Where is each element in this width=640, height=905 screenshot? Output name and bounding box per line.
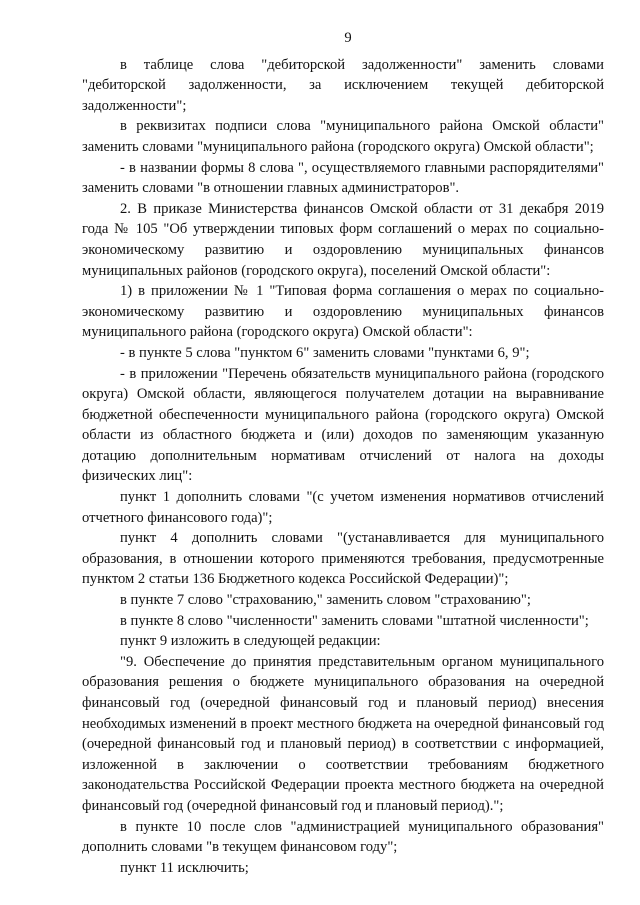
paragraph: в пункте 8 слово "численности" заменить словами "штатной численности";: [120, 612, 589, 629]
paragraph: - в приложении "Перечень обязательств муниципального района (городского округа) Омской области, являющегося получателем дотации на выравнивание бюджетной обеспеченности муниципального района (городского округа) Омской области из областного бюджета и (или) доходов по заменяющим указанную дотацию дополнительным нормативам отчислений от налога на доходы физических лиц":: [82, 365, 604, 485]
paragraph: пункт 11 исключить;: [120, 859, 249, 876]
paragraph: "9. Обеспечение до принятия представительным органом муниципального образования решения о бюджете муниципального образования на очередной финансовый год (очередной финансовый год и плановый период) внесения необходимых изменений в проект местного бюджета на очередной финансовый год (очередной финансовый год и плановый период) в соответствии с информацией, изложенной в заключении о соответствии требованиям бюджетного законодательства Российской Федерации проекта местного бюджета на очередной финансовый год (очередной финансовый год и плановый период).";: [82, 653, 604, 814]
paragraph: - в названии формы 8 слова ", осуществляемого главными распорядителями" заменить словами "в отношении главных администраторов".: [82, 159, 604, 197]
page-number: 9: [344, 30, 352, 46]
paragraph: в реквизитах подписи слова "муниципального района Омской области" заменить словами "муниципального района (городского округа) Омской области";: [82, 118, 604, 155]
paragraph: в пункте 10 после слов "администрацией муниципального образования" дополнить словами "в текущем финансовом году";: [82, 818, 604, 856]
paragraph: пункт 1 дополнить словами "(с учетом изменения нормативов отчислений отчетного финансового года)";: [82, 489, 604, 526]
paragraph: в пункте 7 слово "страхованию," заменить словом "страхованию";: [120, 592, 531, 609]
paragraph: - в пункте 5 слова "пунктом 6" заменить словами "пунктами 6, 9";: [120, 344, 530, 361]
paragraph: пункт 9 изложить в следующей редакции:: [120, 633, 381, 650]
document-page: [82, 28, 604, 878]
paragraph: пункт 4 дополнить словами "(устанавливается для муниципального образования, в отношении которого применяются требования, предусмотренные пунктом 2 статьи 136 Бюджетного кодекса Российской Федерации)";: [82, 530, 604, 588]
paragraph: 1) в приложении № 1 "Типовая форма соглашения о мерах по социально-экономическому развитию и оздоровлению муниципальных финансов муниципального района (городского округа) Омской области":: [82, 283, 604, 341]
paragraph: в таблице слова "дебиторской задолженности" заменить словами "дебиторской задолженности, за исключением текущей дебиторской задолженности";: [82, 56, 604, 114]
paragraph: 2. В приказе Министерства финансов Омской области от 31 декабря 2019 года № 105 "Об утверждении типовых форм соглашений о мерах по социально-экономическому развитию и оздоровлению муниципальных финансов муниципальных районов (городского округа), поселений Омской области":: [82, 200, 604, 279]
